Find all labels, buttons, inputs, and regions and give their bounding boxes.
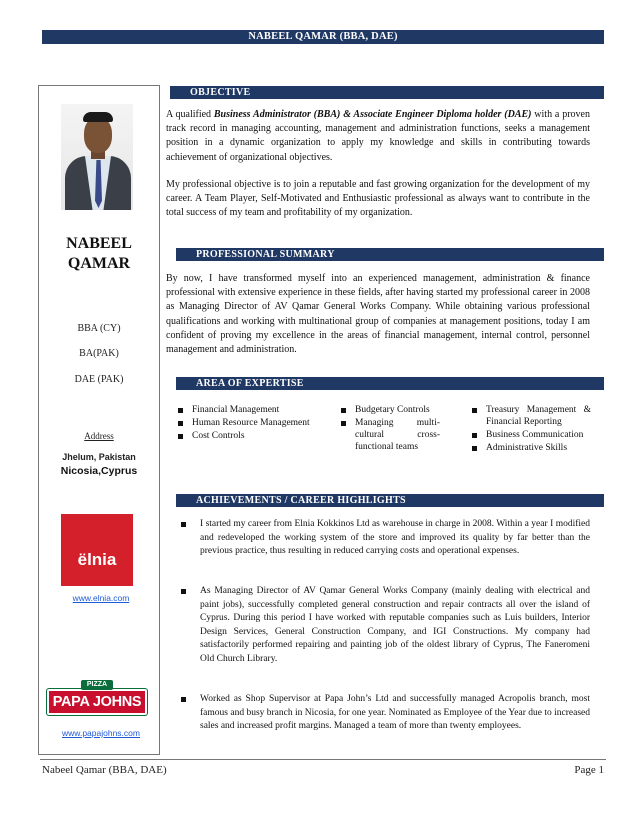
papa-johns-logo-main: PAPA JOHNS bbox=[47, 689, 147, 715]
list-item: Financial Management bbox=[177, 404, 337, 416]
list-item: Worked as Shop Supervisor at Papa John’s Ltd and successfully managed Acropolis branch, most famous and busy branch in Nicosia, for one year. Nominated as Employee of the Year due to increased sales and increased profit margins. Managed a team of more than twenty employees. bbox=[180, 693, 590, 734]
list-item: Managing multi-cultural cross-functional teams bbox=[340, 417, 440, 453]
footer-page-number: Page 1 bbox=[574, 764, 604, 776]
sidebar-degree-ba: BA(PAK) bbox=[79, 348, 119, 359]
sidebar-name-last: QAMAR bbox=[67, 255, 131, 272]
address-country: Nicosia,Cyprus bbox=[60, 465, 138, 477]
objective-emphasis: Business Administrator (BBA) & Associate Engineer Diploma holder (DAE) bbox=[213, 109, 532, 120]
profile-photo bbox=[61, 104, 133, 210]
list-item: As Managing Director of AV Qamar General Works Company (mainly dealing with electrical and paint jobs), successfully completed general construction and repair contracts all over the island of Cyprus. During this period I have worked with reputable companies such as Luis builders, Interior Design Services, General Construction Company, and IGI Constructions. My company had satisfactorily performed repairing and painting job of the oldest library of Cyprus, The Faneromeni Old Church Library. bbox=[180, 585, 590, 666]
papa-johns-logo-pizza: PIZZA bbox=[81, 680, 113, 690]
list-item: Business Communication bbox=[471, 429, 591, 441]
footer-divider bbox=[40, 759, 606, 760]
achievement-item-2 bbox=[180, 585, 590, 666]
sidebar-degree-bba: BBA (CY) bbox=[77, 323, 121, 334]
expertise-heading: AREA OF EXPERTISE bbox=[176, 377, 604, 390]
list-item: I started my career from Elnia Kokkinos Ltd as warehouse in charge in 2008. Within a year I modified and redeveloped the working system of the store and improved its quality by far better than the previous practice, thus resulting in reduced carrying costs and operational expenses. bbox=[180, 518, 590, 559]
papa-johns-link[interactable]: www.papajohns.com bbox=[62, 728, 140, 738]
list-item: Treasury Management & Financial Reporting bbox=[471, 404, 591, 428]
elnia-logo bbox=[61, 514, 133, 586]
summary-paragraph: By now, I have transformed myself into an experienced management, administration & finance professional with extensive experience in these fields, after having started my professional career in 2008 as Managing Director of AV Qamar General Works Company. While obtaining various professional qualifications and working with multinational group of companies at management positions, today I am confident of proving my excellence in the areas of financial management, internal control, personnel management and administration. bbox=[166, 273, 590, 356]
expertise-column-1 bbox=[177, 404, 337, 443]
header-banner: NABEEL QAMAR (BBA, DAE) bbox=[42, 30, 604, 44]
sidebar-name-first: NABEEL bbox=[66, 235, 132, 252]
achievement-item-1 bbox=[180, 518, 590, 559]
objective-paragraph-2: My professional objective is to join a reputable and fast growing organization for the development of my career. A Team Player, Self-Motivated and Enthusiastic professional as always want to contribute in the total success of my team and profitability of my organization. bbox=[166, 179, 590, 219]
list-item: Cost Controls bbox=[177, 430, 337, 442]
papa-johns-logo bbox=[47, 680, 147, 720]
expertise-column-2 bbox=[340, 404, 440, 454]
objective-heading: OBJECTIVE bbox=[170, 86, 604, 99]
sidebar bbox=[38, 85, 160, 755]
sidebar-degree-dae: DAE (PAK) bbox=[74, 374, 124, 385]
summary-heading: PROFESSIONAL SUMMARY bbox=[176, 248, 604, 261]
list-item: Administrative Skills bbox=[471, 442, 591, 454]
elnia-link[interactable]: www.elnia.com bbox=[72, 593, 130, 603]
list-item: Human Resource Management bbox=[177, 417, 337, 429]
footer-author: Nabeel Qamar (BBA, DAE) bbox=[42, 764, 167, 776]
achievement-item-3 bbox=[180, 693, 590, 734]
address-city: Jhelum, Pakistan bbox=[62, 452, 136, 462]
list-item: Budgetary Controls bbox=[340, 404, 440, 416]
objective-paragraph-1: A qualified Business Administrator (BBA) & Associate Engineer Diploma holder (DAE) with a proven track record in managing accounting, management and administration functions, seeks a management position in a dynamic organization to apply my knowledge and skills in contributing towards achievement of organizational objectives. bbox=[166, 109, 590, 163]
address-label: Address bbox=[84, 431, 114, 441]
expertise-column-3 bbox=[471, 404, 591, 455]
elnia-logo-text: ëlnia bbox=[77, 550, 117, 569]
achievements-heading: ACHIEVEMENTS / CAREER HIGHLIGHTS bbox=[176, 494, 604, 507]
